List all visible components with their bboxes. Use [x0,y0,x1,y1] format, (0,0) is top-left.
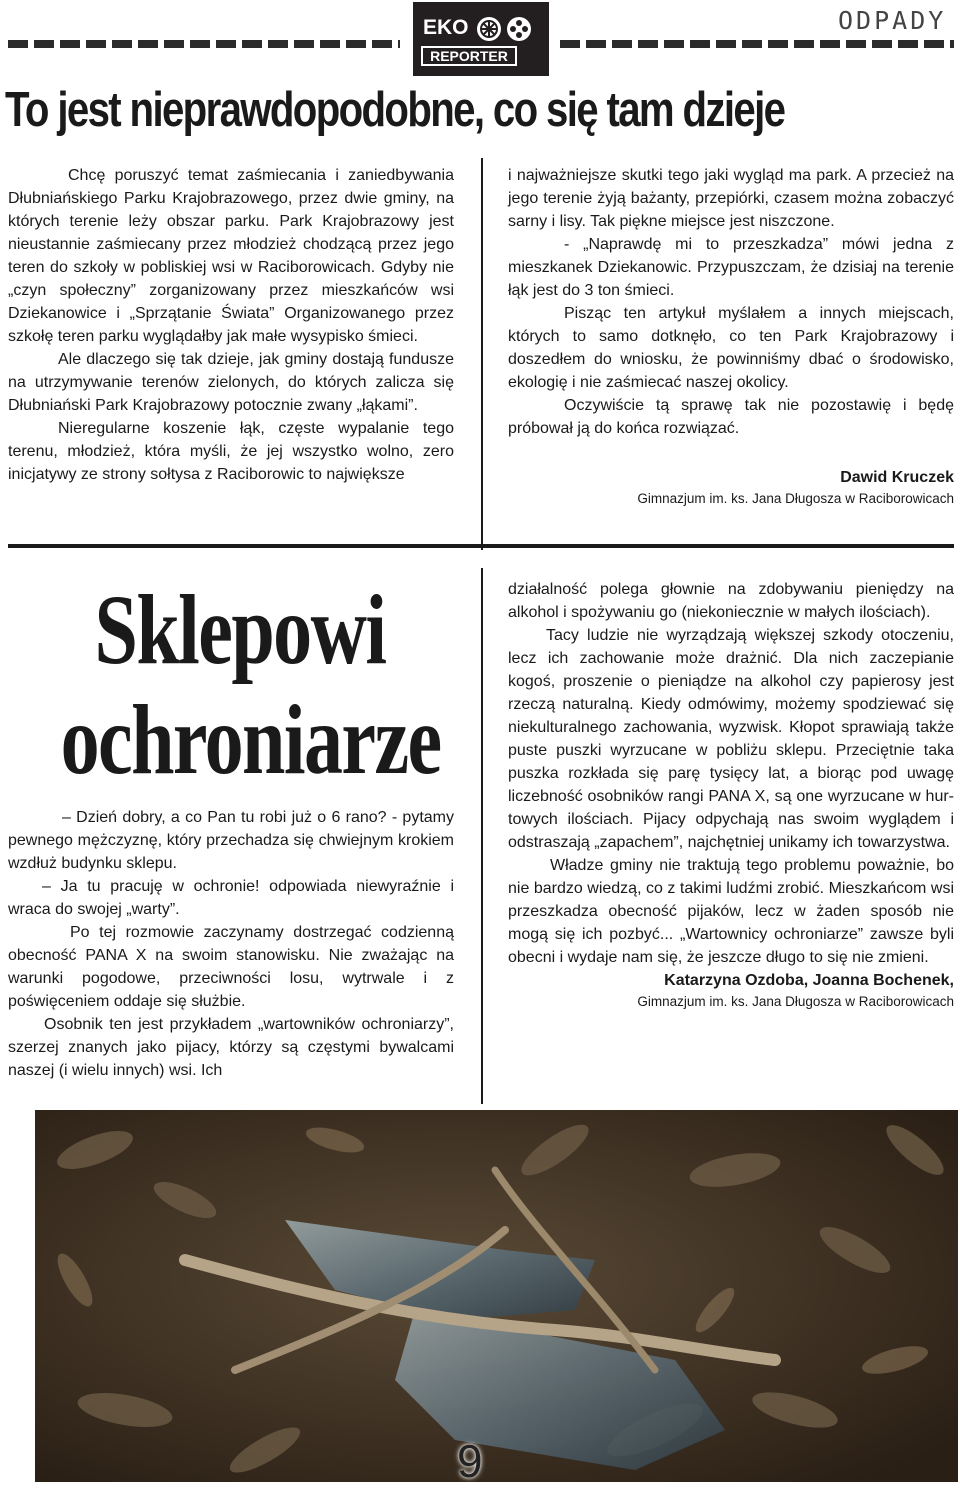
article1-paragraph: Ale dlaczego się tak dzieje, jak gminy dostają fundusze na utrzymywanie terenów zielonych, do których zalicza się Dłubniański Park Krajobrazowy potocznie zwany „łąkami”. [8,351,454,414]
article1-school: Gimnazjum im. ks. Jana Długosza w Raciborowicach [637,491,954,506]
article2-title-line1: Sklepowi [94,574,386,685]
forest-litter-photo [35,1110,958,1482]
page-number: 9 [457,1435,483,1487]
article1-author: Dawid Kruczek [840,469,954,486]
article1-paragraph: Pisząc ten artykuł myślałem a innych miejscach, których to samo dotknęło, co ten Park Krajobrazowy i doszedłem do wniosku, że powinniśmy dbać o środowisko, ekologię i nie zaśmiecać naszej okolicy. [508,305,954,391]
article1-paragraph: - „Naprawdę mi to przeszkadza” mówi jedna z mieszkanek Dziekanowic. Przypuszczam, że dzisiaj na terenie łąk jest do 3 ton śmieci. [508,236,954,299]
article1-paragraph: Nieregularne koszenie łąk, częste wypalanie tego terenu, młodzież, która myśli, że jej wszystko wolno, zero inicjatywy ze strony sołtysa z Raciborowic to największe [8,420,454,483]
photo-illustration [35,1110,958,1482]
logo-text-bottom: REPORTER [421,46,517,66]
header-dash-line-right [560,40,954,48]
article2-paragraph: Tacy ludzie nie wyrządzają większej szkody otoczeniu, lecz ich zachowanie może drażnić. Dla nich zaczepianie kogoś, proszenie o pieniądze na alkohol czy papierosy jest rzeczą naturalną. Kiedy odmówimy, możemy spodziewać się niekulturalnego zachowania, wyzwisk. Kłopot sprawiają także puste puszki wyrzucane w pobliżu sklepu. Przeciętnie taka puszka rozkłada się parę tysięcy lat, a biorąc pod uwagę liczebność osobników rangi PANA X, są one wyrzucane w hur-towych ilościach. Pijacy odpychają nas swoim wyglądem i odstraszają „zapachem”, najchętniej unikamy ich towarzystwa. [508,627,954,851]
article1-headline: To jest nieprawdopodobne, co się tam dzieje [5,83,785,137]
article2-paragraph: działalność polega głownie na zdobywaniu pieniędzy na alkohol i spożywaniu go (niekoniecznie w małych ilościach). [508,581,954,621]
article1-paragraph: i najważniejsze skutki tego jaki wygląd ma park. A przecież na jego terenie żyją bażanty, przepiórki, czasem można zobaczyć sarny i lisy. Tak piękne miejsce jest niszczone. [508,167,954,230]
article1-paragraph: Oczywiście tą sprawę tak nie pozostawię i będę próbował ją do końca rozwiązać. [508,397,954,437]
article2-paragraph: Osobnik ten jest przykładem „wartowników ochroniarzy”, szerzej znanych jako pijacy, którzy są częstymi bywalcami naszej (i wielu innych) wsi. Ich [8,1016,454,1079]
section-label: ODPADY [838,6,947,35]
article1-left-column [8,164,454,486]
article2-left-column [8,806,454,1082]
article2-authors: Katarzyna Ozdoba, Joanna Bochenek, [664,972,954,989]
article2-title-line2: ochroniarze [60,684,441,795]
article2-paragraph: – Dzień dobry, a co Pan tu robi już o 6 rano? - pytamy pewnego mężczyznę, który przechadza się chwiejnym krokiem wzdłuż budynku sklepu. [8,809,454,872]
section-divider [8,544,954,548]
article2-paragraph: Po tej rozmowie zaczynamy dostrzegać codzienną obecność PANA X na swoim stanowisku. Nie zważając na warunki pogodowe, przeciwności losu, wytrwale i z poświęceniem oddaje się służbie. [8,924,454,1010]
article1-paragraph: Chcę poruszyć temat zaśmiecania i zaniedbywania Dłubniańskiego Parku Krajobrazowego, przez dwie gminy, na których terenie leży obszar parku. Park Krajobrazowy jest nieustannie zaśmiecany przez młodzież chodzącą przez jego teren do szkoły w pobliskiej wsi w Raciborowicach. Gdyby nie „czyn społeczny” zorganizowany przez mieszkańców wsi Dziekanowice i „Sprzątanie Świata” Organizowanego przez szkołę teren parku wyglądałby jak małe wysypisko śmieci. [8,167,454,345]
column-divider [481,568,483,1104]
article2-paragraph: Władze gminy nie traktują tego problemu poważnie, bo nie bardzo wiedzą, co z takimi ludźmi zrobić. Mieszkańcom wsi przeszkadza obecność pijaków, lecz w żaden sposób nie mogą się ich pozbyć... „Wartownicy ochroniarze” zawsze byli obecni i wydaje nam się, że jeszcze długo to się nie zmieni. [508,857,954,966]
eko-reporter-logo [413,2,549,76]
article2-paragraph: – Ja tu pracuję w ochronie! odpowiada niewyraźnie i wraca do swojej „warty”. [8,878,454,918]
article2-right-column [508,578,954,1012]
column-divider [481,158,483,550]
logo-reel-icons [475,12,545,46]
logo-text-top: EKO [423,16,469,39]
article1-right-column [508,164,954,509]
article2-school: Gimnazjum im. ks. Jana Długosza w Raciborowicach [637,994,954,1009]
header-dash-line-left [8,40,400,48]
